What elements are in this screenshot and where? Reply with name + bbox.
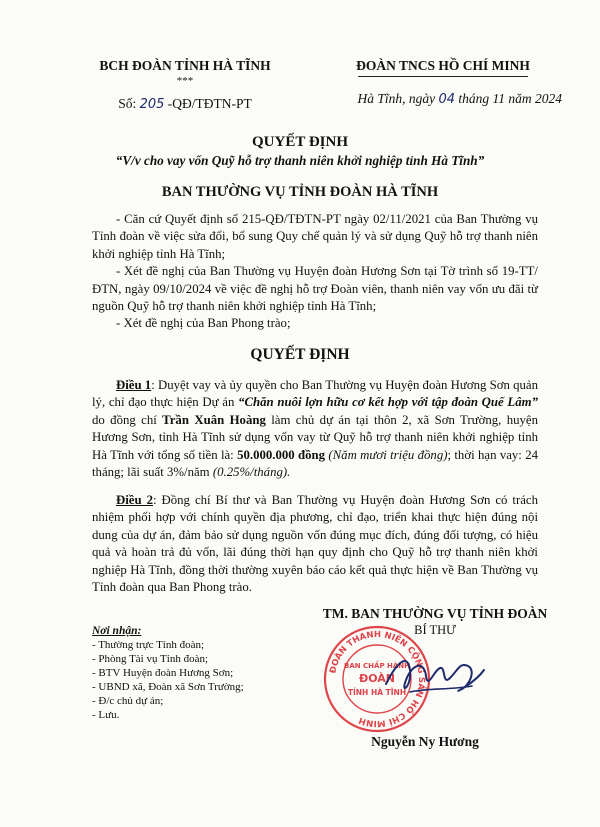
document-number-handwritten: 205 xyxy=(139,97,165,112)
project-name: “Chăn nuôi lợn hữu cơ kết hợp với tập đoàn Quế Lâm” xyxy=(238,395,538,410)
on-behalf-label: TM. BAN THƯỜNG VỤ TỈNH ĐOÀN xyxy=(322,606,548,621)
svg-text:ĐOÀN: ĐOÀN xyxy=(359,672,395,685)
decision-heading: QUYẾT ĐỊNH xyxy=(250,346,350,363)
issuer-stars: *** xyxy=(176,75,194,87)
handwritten-signature xyxy=(380,640,490,710)
article-2-label: Điều 2 xyxy=(116,493,153,507)
issuer-org: BCH ĐOÀN TỈNH HÀ TĨNH xyxy=(99,58,271,73)
monthly-rate: (0.25%/tháng). xyxy=(212,465,291,480)
recipients-list xyxy=(92,624,312,722)
preamble-item: - Xét đề nghị của Ban Thường vụ Huyện đoàn Hương Sơn tại Tờ trình số 19-TT/ĐTN, ngày 09/10/2024 về việc đề nghị hỗ trợ Đoàn viên, thanh niên vay vốn ưu đãi từ nguồn Quỹ hỗ trợ thanh niên khởi nghiệp tỉnh Hà Tĩnh; xyxy=(92,264,538,314)
article-1: Điều 1: Duyệt vay và ủy quyền cho Ban Thường vụ Huyện đoàn Hương Sơn quản lý, chỉ đạo thực hiện Dự án “Chăn nuôi lợn hữu cơ kết hợp với tập đoàn Quế Lâm” do đồng chí Trần Xuân Hoàng làm chủ dự án tại thôn 2, xã Sơn Trường, huyện Hương Sơn, tỉnh Hà Tĩnh sử dụng vốn vay từ Quỹ hỗ trợ thanh niên khởi nghiệp tỉnh Hà Tĩnh với tổng số tiền là: 50.000.000 đồng (Năm mươi triệu đồng); thời hạn vay: 24 tháng; lãi suất 3%/năm (0.25%/tháng). xyxy=(92,378,538,480)
header-rule xyxy=(358,76,528,77)
signer-position: BÍ THƯ xyxy=(414,623,456,637)
signer-name: Nguyễn Ny Hương xyxy=(371,734,479,749)
project-owner: Trần Xuân Hoàng xyxy=(162,412,266,427)
union-org: ĐOÀN TNCS HỒ CHÍ MINH xyxy=(356,58,530,73)
article-1-label: Điều 1 xyxy=(116,378,152,392)
recipient-item: - UBND xã, Đoàn xã Sơn Trường; xyxy=(92,681,244,693)
loan-amount-words: (Năm mươi triệu đồng) xyxy=(325,447,448,462)
preamble-item: - Căn cứ Quyết định số 215-QĐ/TĐTN-PT ngày 02/11/2021 của Ban Thường vụ Tỉnh đoàn về việc sửa đổi, bổ sung Quy chế quản lý và sử dụng Quỹ hỗ trợ thanh niên khởi nghiệp tỉnh Hà Tĩnh; xyxy=(92,212,538,261)
preamble xyxy=(92,211,538,333)
svg-text:TỈNH HÀ TĨNH: TỈNH HÀ TĨNH xyxy=(347,688,407,697)
preamble-item: - Xét đề nghị của Ban Phong trào; xyxy=(116,316,291,331)
issuing-authority: BAN THƯỜNG VỤ TỈNH ĐOÀN HÀ TĨNH xyxy=(161,184,439,200)
article-2: Điều 2: Đồng chí Bí thư và Ban Thường vụ Huyện đoàn Hương Sơn có trách nhiệm phối hợp với chính quyền địa phương, chỉ đạo, triển khai thực hiện đúng nội dung của dự án, đảm bảo sử dụng nguồn vốn đúng mục đích, đúng đối tượng, có hiệu quả và hoàn trả đủ vốn, lãi đúng thời hạn quy định cho Quỹ hỗ trợ thanh niên khởi nghiệp Hà Tĩnh, đồng thời thường xuyên báo cáo kết quả thực hiện về Ban Thường vụ Tỉnh đoàn qua Ban Phong trào. xyxy=(92,493,538,595)
recipient-item: - Đ/c chủ dự án; xyxy=(92,695,164,707)
document-date: Hà Tĩnh, ngày 04 tháng 11 năm 2024 xyxy=(357,91,562,107)
recipient-item: - Phòng Tài vụ Tỉnh đoàn; xyxy=(92,653,209,665)
recipients-heading: Nơi nhận: xyxy=(92,625,142,637)
recipient-item: - BTV Huyện đoàn Hương Sơn; xyxy=(92,667,234,679)
recipient-item: - Thường trực Tỉnh đoàn; xyxy=(92,639,205,651)
document-subtitle: “V/v cho vay vốn Quỹ hỗ trợ thanh niên khởi nghiệp tỉnh Hà Tĩnh” xyxy=(115,153,485,168)
svg-text:BAN CHẤP HÀNH: BAN CHẤP HÀNH xyxy=(343,662,411,670)
loan-amount: 50.000.000 đồng xyxy=(237,447,326,462)
date-day-handwritten: 04 xyxy=(438,92,455,107)
svg-text:ĐOÀN THANH NIÊN CỘNG SẢN HỒ CH: ĐOÀN THANH NIÊN CỘNG SẢN HỒ CHÍ MINH xyxy=(328,629,427,729)
issuer-header xyxy=(70,58,300,112)
document-number: Số: 205 -QĐ/TĐTN-PT xyxy=(118,96,252,112)
document-title: QUYẾT ĐỊNH xyxy=(252,134,348,150)
recipient-item: - Lưu. xyxy=(92,709,120,721)
organization-header xyxy=(318,58,568,107)
